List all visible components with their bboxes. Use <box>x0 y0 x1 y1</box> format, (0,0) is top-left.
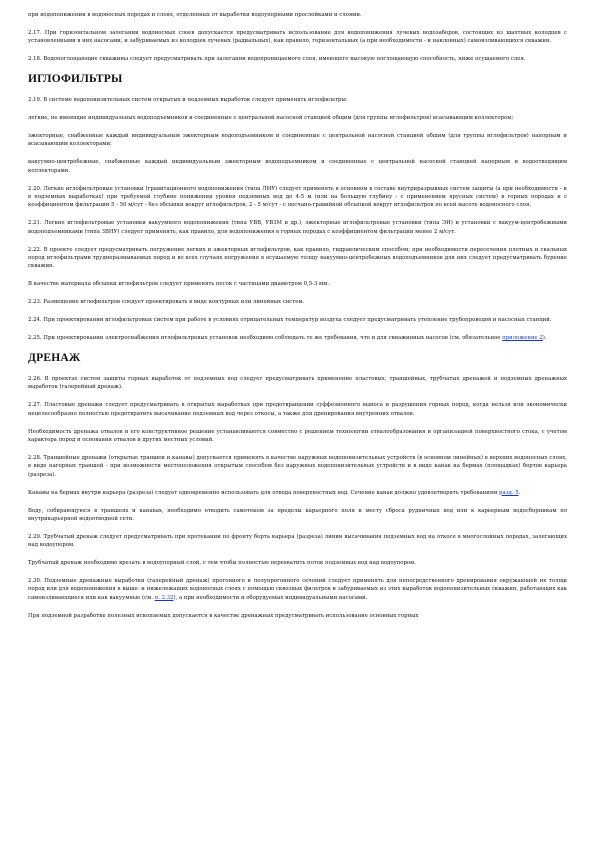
paragraph-text: 2.29. Трубчатый дренаж следует предусматривать при протекании по фронту борта карьера (разреза) линии высачивания подземных вод на откосе в многослойных породах, залегающих над водоупором. <box>28 533 567 549</box>
section-heading <box>28 73 567 86</box>
paragraph <box>28 489 567 497</box>
paragraph <box>28 158 567 175</box>
paragraph <box>28 334 567 342</box>
cross-reference-link[interactable]: разд. 5 <box>499 489 519 496</box>
paragraph <box>28 132 567 149</box>
paragraph <box>28 185 567 210</box>
section-heading <box>28 352 567 365</box>
paragraph-text: легкие, не имеющие индивидуальных водоподъемников и соединенные с центральной насосной станцией общим (для группы иглофильтров) всасывающим коллектором; <box>28 115 514 122</box>
paragraph <box>28 219 567 236</box>
paragraph <box>28 246 567 271</box>
paragraph <box>28 428 567 445</box>
paragraph-text: 2.28. Траншейные дренажи (открытые траншеи и канавы) допускается применять в качестве наружных водопонизительных устройств (в основном линейных) в верхних водоносных слоях, в виде нагорных траншей - при возможности местоположения открытым способом без наружных водопонизительных устройств и в виде канав на бермах (площадках) бортов карьера (разреза). <box>28 454 567 478</box>
paragraph-text: Трубчатый дренаж необходимо врезать в водоупорный слой, с тем чтобы полностью перехватить поток подземных вод над водоупором. <box>28 560 416 567</box>
paragraph-text: 2.19. В системе водопонизительных систем открытых и подземных выработок следует применять иглофильтры: <box>28 97 348 104</box>
paragraph <box>28 114 567 122</box>
paragraph-text: Воду, собирающуюся в траншеях и канавах, необходимо отводить самотеком за пределы карьерного поля к месту сброса рудничных вод или к карьерным водосборникам по внутрикарьерной водоотводной сети. <box>28 507 567 522</box>
paragraph <box>28 533 567 550</box>
paragraph-text: 2.17. При горизонтальном залегании водоносных слоев допускается предусматривать использование для водопонижения лучевых водозаборов, состоящих из шахтных колодцев с установленными в них насосами, и забуриваемых из колодцев лучевых (радиальных), как правило, горизонтальных (а при необходимости - и наклонных) самоизливающихся скважин. <box>28 29 567 45</box>
heading-text: ИГЛОФИЛЬТРЫ <box>28 73 123 86</box>
paragraph-text: 2.18. Водопоглощающие скважины следует предусматривать при залегании водопроницаемого слоя, имеющего высокую поглощающую способность, ниже осушаемого слоя. <box>28 56 526 63</box>
paragraph-text: при водопонижении в водоносных породах и слоях, отделенных от выработки водоупорными прослойками и слоями. <box>28 12 362 18</box>
paragraph-text: В качестве материала обсыпки иглофильтров следует применять песок с частицами диаметром 0,5-3 мм. <box>28 281 330 288</box>
paragraph <box>28 577 567 602</box>
paragraph <box>28 316 567 324</box>
paragraph <box>28 298 567 306</box>
paragraph-text: При подземной разработке полезных ископаемых допускается в качестве дренажных предусматривать использование основных горных <box>28 612 419 619</box>
paragraph-text: 2.23. Размещение иглофильтров следует проектировать в виде контурных или линейных систем. <box>28 299 305 306</box>
paragraph-text: 2.22. В проекте следует предусматривать погружение легких и эжекторных иглофильтров, как правило, гидравлическим способом; при необходимости пересечения плотных и скальных пород иглофильтрами трудноразмываемых пород и во всех случаях погружения в осушаемую толщу вакуумно-центробежных водоподъемников для них следует предусматривать бурение скважин. <box>28 246 567 270</box>
paragraph <box>28 29 567 46</box>
paragraph-text-tail: . <box>518 489 521 496</box>
paragraph <box>28 454 567 479</box>
paragraph <box>28 401 567 418</box>
paragraph-text: эжекторные, снабженные каждый индивидуальным эжекторным водоподъемником и соединенные с центральной насосной станцией общим (для группы иглофильтров) напорным и всасывающим коллекторами; <box>28 132 567 148</box>
paragraph <box>28 375 567 392</box>
paragraph <box>28 11 567 19</box>
paragraph-text: 2.21. Легкие иглофильтровые установки вакуумного водопонижения (типа УВВ, УВЗМ и др.), эжекторные иглофильтровые установки (типа ЭИ) и установки с вакуум-центробежными водоподъемниками (типа ЗВНУ) следует применять, как правило, для водопонижения в горных породах с коэффициентом фильтрации менее 2 м/сут. <box>28 220 567 235</box>
cross-reference-link[interactable]: приложение 2 <box>502 335 543 342</box>
paragraph <box>28 507 567 524</box>
paragraph-text: вакуумно-центробежные, снабженные каждый индивидуальным эжекторным водоподъемником и соединенные с центральной насосной станцией напорным и водоотводящим коллекторами. <box>28 159 567 174</box>
paragraph-text: 2.20. Легкие иглофильтровые установки (гравитационного водопонижения (типа ЛИУ) следует применять в основном в составе внутриразрывных систем защиты (а при необходимости - и в подземных выработках) при требуемой глубине понижения уровня подземных вод до 4-5 м (или на большую глубину - с применением ярусных систем) в горных породах и с коэффициентом фильтрации 5 - 50 м/сут - без обсыпки вокруг иглофильтров, 2 - 5 м/сут - с песчано-гравийной обсыпкой вокруг иглофильтров по всей высоте водоносного слоя. <box>28 185 567 209</box>
paragraph-text: 2.24. При проектировании иглофильтровых систем при работе в условиях отрицательных температур воздуха следует предусматривать утепление трубопроводов и насосных станций. <box>28 317 552 324</box>
paragraph <box>28 559 567 567</box>
paragraph-text: Канавы на бермах внутри карьера (разреза) следует одновременно использовать для отвода поверхностных вод. Сечение канав должно удовлетворять требованиям <box>28 489 500 496</box>
cross-reference-link[interactable]: п. 2.32 <box>154 594 174 601</box>
paragraph-text: 2.26. В проектах систем защиты горных выработок от подземных вод следует предусматривать применение пластовых, траншейных, трубчатых дренажей и подземных дренажных выработок (галерейный дренаж). <box>28 375 567 391</box>
paragraph <box>28 55 567 63</box>
paragraph <box>28 96 567 104</box>
paragraph-text: 2.25. При проектировании электроснабжения иглофильтровых установок необходимо соблюдать те же требования, что и для скважинных насосов (см. обязательное <box>28 335 503 342</box>
paragraph-text: 2.30. Подземные дренажные выработки (галерейный дренаж) прогонного и полупрогонного сечений следует применять для непосредственного дренирования окружающей их толщи пород или для водопонижения в выше- и нижележащих водоносных слоях с помощью сквозных фильтров и забуриваемых из этих выработок водопонизительных скважин, работающих как самоизливающиеся или как вакуумные (см. <box>28 578 567 601</box>
paragraph <box>28 612 567 620</box>
paragraph-text-tail: ). <box>542 335 547 342</box>
paragraph-text-tail: ), а при необходимости и оборудуемых индивидуальными насосами. <box>173 594 368 601</box>
paragraph-text: Необходимость дренажа отвалов и его конструктивное решение устанавливаются совместно с решением технологии отвалообразования и организацией поверхностного стока, с учетом характера пород и основания отвалов и других местных условий. <box>28 428 567 443</box>
heading-text: ДРЕНАЖ <box>28 351 81 364</box>
paragraph-text: 2.27. Пластовые дренажи следует предусматривать в открытых выработках при предотвращении суффозионного выноса и разрушения горных пород, когда нельзя или экономически нецелесообразно полностью предотвратить высачивание подземных вод через откосы, а также для дренирования внутренних отвалов. <box>28 402 567 417</box>
paragraph <box>28 280 567 288</box>
